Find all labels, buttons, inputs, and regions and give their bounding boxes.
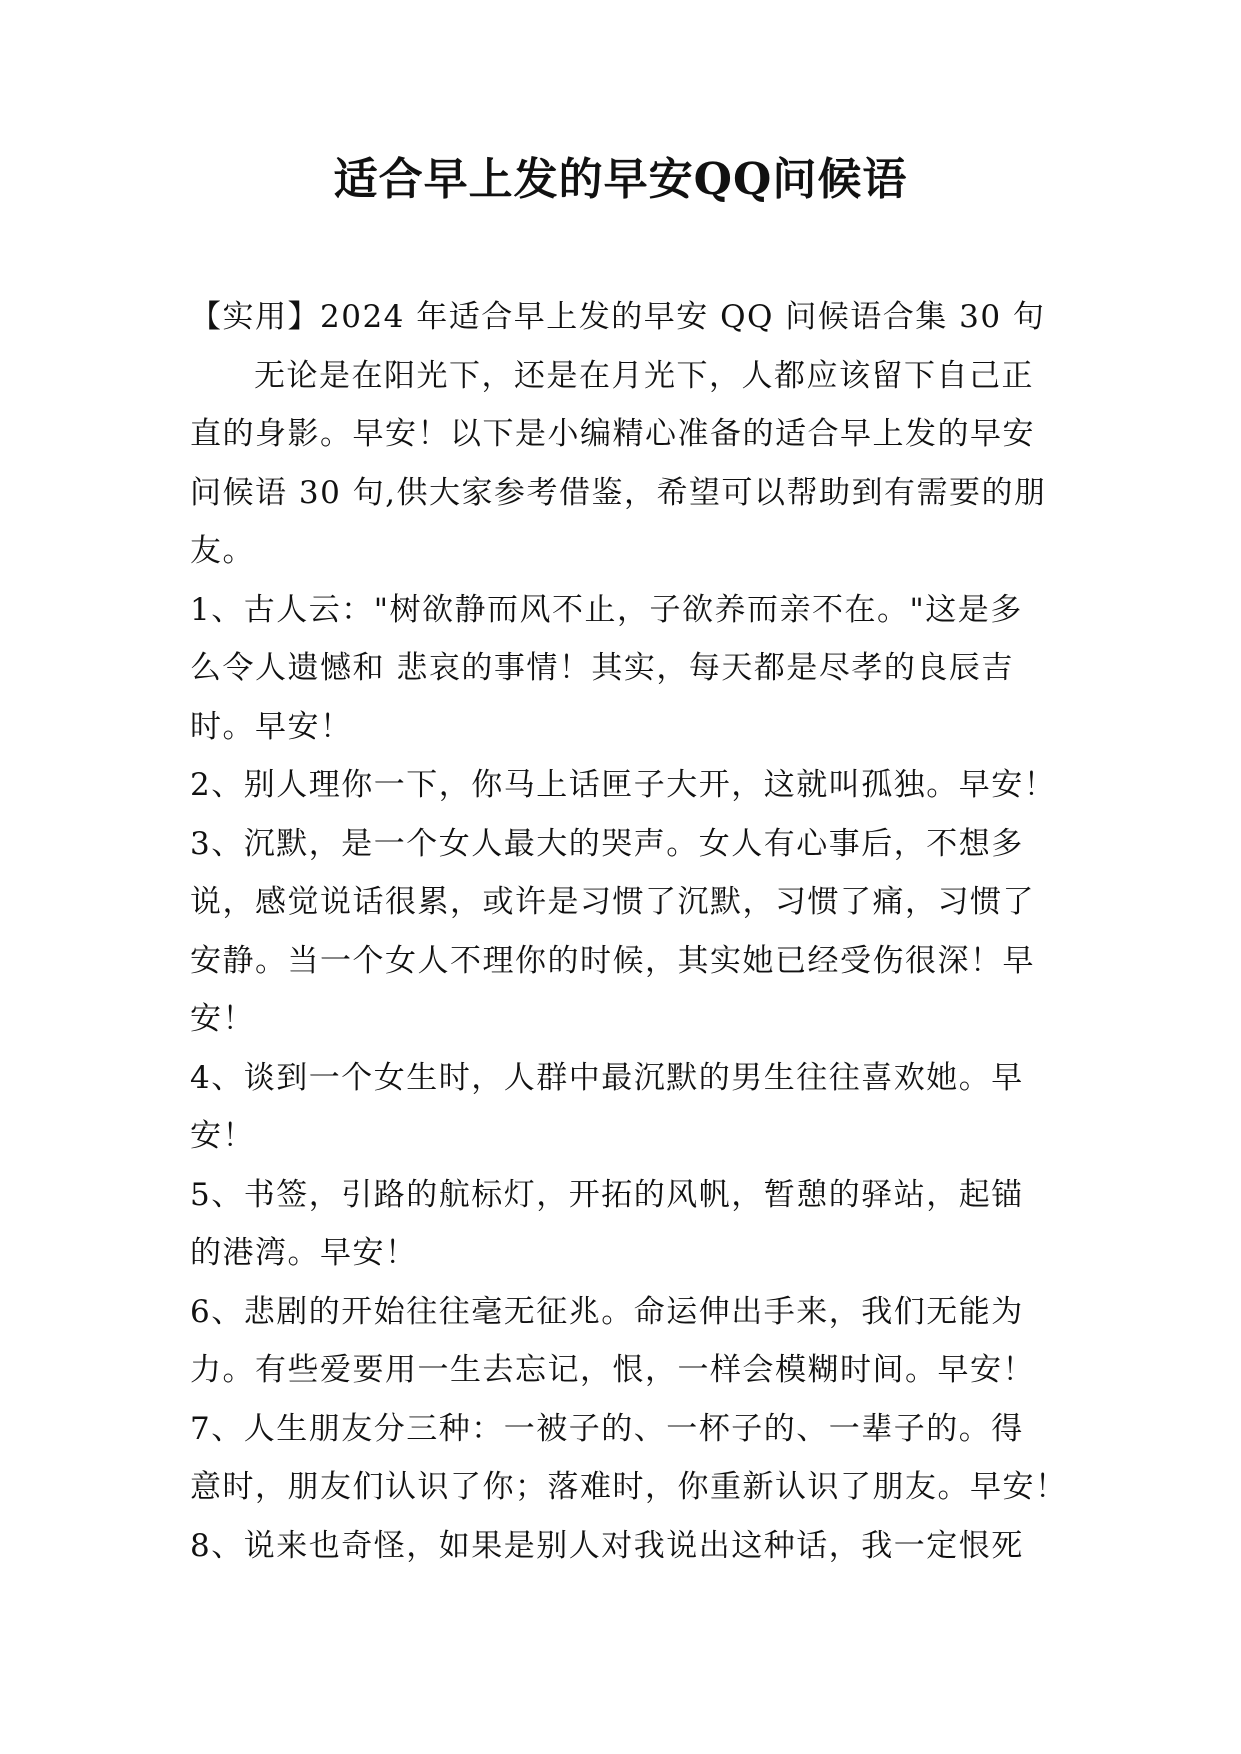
subtitle-line: 【实用】2024 年适合早上发的早安 QQ 问候语合集 30 句: [190, 299, 1046, 335]
item-3-line: 安！: [190, 1001, 255, 1037]
item-7-line: 意时，朋友们认识了你；落难时，你重新认识了朋友。早安！: [190, 1469, 1068, 1505]
item-1-line: 1、古人云："树欲静而风不止，子欲养而亲不在。"这是多: [190, 591, 1023, 628]
item-4-line: 安！: [190, 1118, 255, 1154]
item-3-line: 说，感觉说话很累，或许是习惯了沉默，习惯了痛，习惯了: [190, 884, 1035, 920]
item-6-line: 力。有些爱要用一生去忘记，恨，一样会模糊时间。早安！: [190, 1352, 1035, 1388]
item-1-line: 么令人遗憾和 悲哀的事情！其实，每天都是尽孝的良辰吉: [190, 650, 1014, 686]
item-3-line: 安静。当一个女人不理你的时候，其实她已经受伤很深！早: [190, 942, 1035, 979]
item-7-line: 7、人生朋友分三种：一被子的、一杯子的、一辈子的。得: [190, 1410, 1024, 1447]
item-2-line: 2、别人理你一下，你马上话匣子大开，这就叫孤独。早安！: [190, 767, 1057, 803]
item-1-line: 时。早安！: [190, 708, 353, 745]
item-4-line: 4、谈到一个女生时，人群中最沉默的男生往往喜欢她。早: [190, 1059, 1024, 1096]
item-3-line: 3、沉默，是一个女人最大的哭声。女人有心事后，不想多: [190, 825, 1024, 862]
intro-line: 无论是在阳光下，还是在月光下，人都应该留下自己正: [254, 357, 1034, 394]
item-8-line: 8、说来也奇怪，如果是别人对我说出这种话，我一定恨死: [190, 1527, 1024, 1564]
intro-line: 友。: [190, 533, 255, 569]
item-5-line: 5、书签，引路的航标灯，开拓的风帆，暂憩的驿站，起锚: [190, 1176, 1024, 1213]
document-title: 适合早上发的早安QQ问候语: [333, 154, 908, 205]
intro-line: 直的身影。早安！以下是小编精心准备的适合早上发的早安: [190, 416, 1035, 452]
document-body: [190, 288, 1068, 1575]
item-6-line: 6、悲剧的开始往往毫无征兆。命运伸出手来，我们无能为: [190, 1293, 1024, 1330]
item-5-line: 的港湾。早安！: [190, 1235, 418, 1271]
intro-line: 问候语 30 句,供大家参考借鉴，希望可以帮助到有需要的朋: [190, 474, 1047, 511]
